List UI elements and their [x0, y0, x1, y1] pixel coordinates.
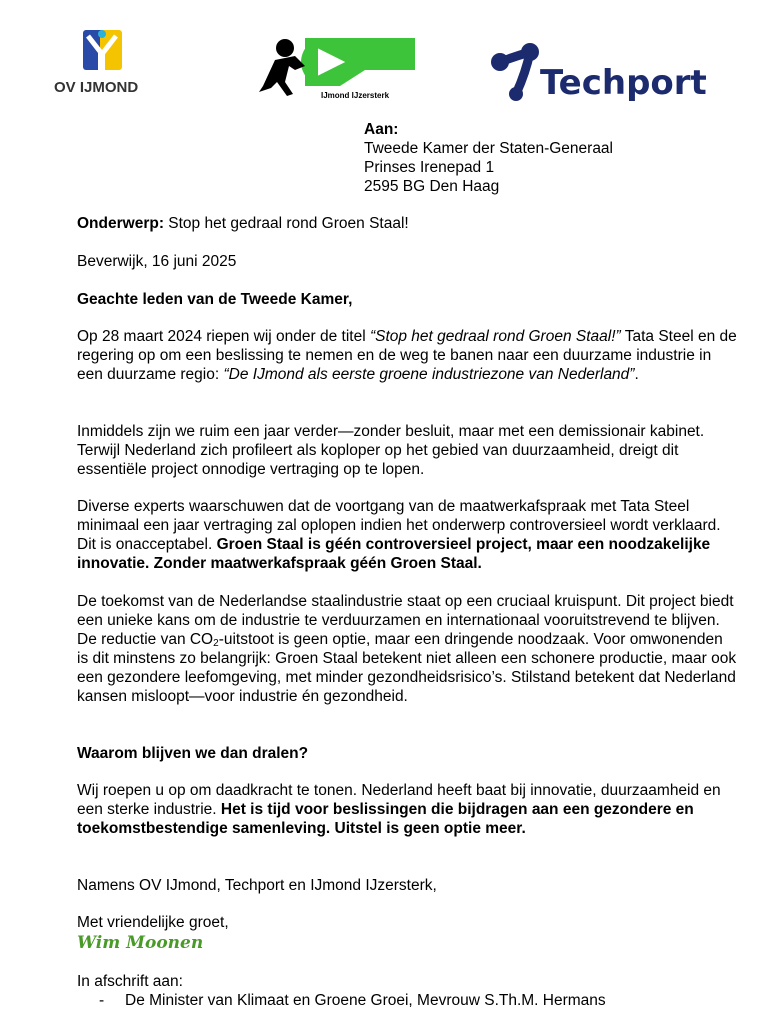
ijmond-ijzersterk-logo [245, 26, 425, 106]
p1-quote-region: “De IJmond als eerste groene industriezone van Nederland” [223, 366, 635, 383]
subject-text: Stop het gedraal rond Groen Staal! [163, 215, 409, 232]
signature: Wim Moonen [77, 933, 204, 953]
address-block [364, 120, 772, 196]
p3-emphasis: Groen Staal is géén controversieel project, maar een noodzakelijke innovatie. Zonder maatwerkafspraak géén Groen Staal. [77, 536, 711, 572]
p1-text: . [634, 366, 639, 383]
place-date: Beverwijk, 16 juni 2025 [77, 253, 237, 270]
svg-text:OV IJMOND: OV IJMOND [54, 79, 139, 96]
salutation: Geachte leden van de Tweede Kamer, [77, 291, 353, 308]
paragraph-4 [77, 592, 737, 706]
ov-ijmond-logo [50, 26, 155, 98]
p1-text: Tata Steel en de regering op om een beslissing te nemen en de weg te banen naar een duurzame industrie in een duurzame regio: [77, 328, 737, 383]
p4-text: -uitstoot is geen optie, maar een dringende noodzaak. Voor omwonenden is dit minstens zo belangrijk: Groen Staal betekent niet alleen een schonere productie, maar ook een gezondere leefomgeving, met minder gezondheidsrisico’s. Stilstand betekent dat Nederland kansen misloopt—voor industrie én gezondheid. [77, 631, 737, 705]
paragraph-2: Inmiddels zijn we ruim een jaar verder—zonder besluit, maar met een demissionair kabinet. Terwijl Nederland zich profileert als koploper op het gebied van duurzaamheid, dreigt dit essentiële project onnodige vertraging op te lopen. [77, 423, 705, 478]
closing: Met vriendelijke groet, [77, 914, 229, 931]
cc-bullet: - [99, 992, 105, 1009]
subject-label: Onderwerp: [77, 215, 164, 232]
paragraph-1 [77, 327, 737, 384]
address-heading: Aan: [364, 121, 399, 138]
co2-subscript: 2 [213, 638, 219, 649]
on-behalf-line: Namens OV IJmond, Techport en IJmond IJzersterk, [77, 877, 437, 894]
p1-text: Op 28 maart 2024 riepen wij onder de titel [77, 328, 370, 345]
address-line: 2595 BG Den Haag [364, 178, 500, 195]
subject-line [77, 214, 737, 233]
cc-label: In afschrift aan: [77, 973, 183, 990]
address-line: Tweede Kamer der Staten-Generaal [364, 140, 613, 157]
address-line: Prinses Irenepad 1 [364, 159, 495, 176]
techport-logo [486, 42, 716, 102]
p4-text: De toekomst van de Nederlandse staalindustrie staat op een cruciaal kruispunt. Dit project biedt een unieke kans om de industrie te verduurzamen en internationaal vooruitstrevend te blijven. De reductie van CO [77, 593, 734, 648]
p1-quote-title: “Stop het gedraal rond Groen Staal!” [369, 328, 621, 345]
paragraph-5 [77, 781, 737, 838]
svg-text:Techport: Techport [540, 63, 707, 102]
paragraph-3 [77, 497, 737, 573]
svg-text:IJmond IJzersterk: IJmond IJzersterk [321, 91, 390, 100]
cc-item: De Minister van Klimaat en Groene Groei, Mevrouw S.Th.M. Hermans [125, 992, 606, 1009]
question-heading: Waarom blijven we dan dralen? [77, 745, 309, 762]
p5-text: Wij roepen u op om daadkracht te tonen. Nederland heeft baat bij innovatie, duurzaamheid en een sterke industrie. [77, 782, 721, 818]
p5-emphasis: Het is tijd voor beslissingen die bijdragen aan een gezondere en toekomstbestendige samenleving. Uitstel is geen optie meer. [77, 801, 694, 837]
p3-text: Diverse experts waarschuwen dat de voortgang van de maatwerkafspraak met Tata Steel minimaal een jaar vertraging zal oplopen indien het onderwerp controversieel wordt verklaard. Dit is onacceptabel. [77, 498, 721, 553]
